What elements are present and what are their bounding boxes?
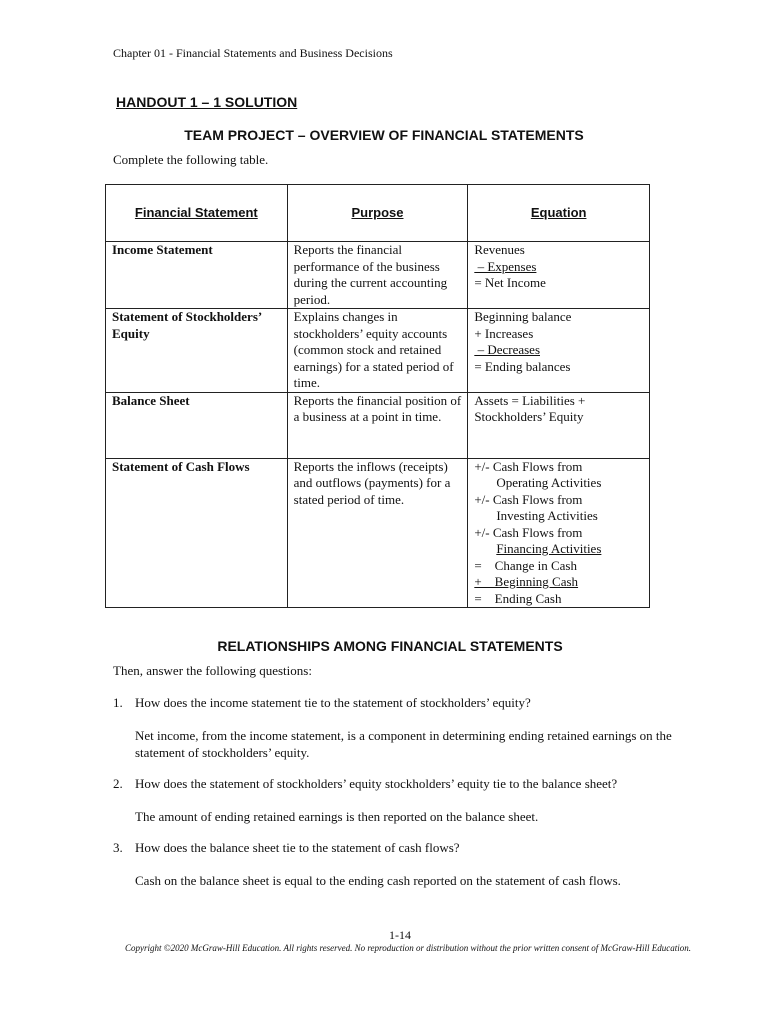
table-header-row [106, 185, 650, 242]
question-number: 3. [113, 840, 123, 855]
equation-line: Financing Activities [496, 541, 602, 556]
question-text: How does the income statement tie to the statement of stockholders’ equity? [135, 695, 531, 710]
statement-cell: Income Statement [106, 242, 288, 309]
header-financial-statement: Financial Statement [106, 185, 288, 242]
equation-line: Beginning balance [474, 309, 572, 324]
header-purpose: Purpose [287, 185, 468, 242]
equation-line: Investing Activities [496, 508, 598, 523]
equation-line: = Ending Cash [474, 590, 562, 606]
purpose-cell: Reports the financial performance of the business during the current accounting period. [287, 242, 468, 309]
question-number: 2. [113, 776, 123, 791]
equation-line: +/- Cash Flows from [474, 458, 583, 474]
question-number: 1. [113, 695, 123, 710]
equation-line: – Decreases [474, 342, 540, 357]
equation-cell [468, 309, 650, 393]
equation-line: + Increases [474, 325, 534, 341]
equation-line: = Net Income [474, 275, 546, 290]
instruction-text: Complete the following table. [113, 152, 269, 167]
equation-line: +/- Cash Flows from [474, 524, 583, 540]
statement-cell: Statement of Stockholders’ Equity [106, 309, 288, 393]
equation-line: – Expenses [474, 258, 537, 274]
equation-line: = Ending balances [474, 358, 571, 374]
equation-cell [468, 242, 650, 309]
answer-1: Net income, from the income statement, is a component in determining ending retained earnings on the statement of stockholders’ equity. [135, 728, 672, 760]
question-2 [113, 776, 617, 792]
equation-line: = Change in Cash [474, 557, 577, 573]
question-text: How does the balance sheet tie to the statement of cash flows? [135, 840, 460, 855]
equation-line: Stockholders’ Equity [474, 409, 584, 424]
table-row [106, 458, 650, 608]
table-row [106, 309, 650, 393]
relationships-title: RELATIONSHIPS AMONG FINANCIAL STATEMENTS [217, 638, 563, 654]
equation-line: Assets = Liabilities + [474, 392, 586, 408]
question-text: How does the statement of stockholders’ equity stockholders’ equity tie to the balance sheet? [135, 776, 618, 791]
purpose-cell: Explains changes in stockholders’ equity accounts (common stock and retained earnings) for a stated period of time. [287, 309, 468, 393]
equation-cell [468, 458, 650, 608]
financial-statements-table [105, 184, 650, 608]
page-header: Chapter 01 - Financial Statements and Business Decisions [113, 46, 393, 60]
equation-line: Revenues [474, 242, 525, 257]
page-number: 1-14 [389, 928, 411, 942]
equation-line: Operating Activities [496, 475, 602, 490]
handout-title: HANDOUT 1 – 1 SOLUTION [116, 94, 298, 110]
project-title: TEAM PROJECT – OVERVIEW OF FINANCIAL STATEMENTS [184, 127, 584, 143]
header-equation: Equation [468, 185, 650, 242]
question-3 [113, 840, 460, 856]
equation-cell [468, 392, 650, 458]
equation-line: +/- Cash Flows from [474, 491, 583, 507]
equation-line: + Beginning Cash [474, 574, 579, 589]
question-1 [113, 695, 531, 711]
then-text: Then, answer the following questions: [113, 663, 312, 678]
answer-2: The amount of ending retained earnings is then reported on the balance sheet. [135, 809, 539, 824]
copyright-notice: Copyright ©2020 McGraw-Hill Education. All rights reserved. No reproduction or distribution without the prior written consent of McGraw-Hill Education. [125, 943, 691, 953]
table-row [106, 242, 650, 309]
purpose-cell: Reports the financial position of a business at a point in time. [287, 392, 468, 458]
table-row [106, 392, 650, 458]
answer-3: Cash on the balance sheet is equal to the ending cash reported on the statement of cash flows. [135, 873, 621, 888]
statement-cell: Statement of Cash Flows [106, 458, 288, 608]
purpose-cell: Reports the inflows (receipts) and outflows (payments) for a stated period of time. [287, 458, 468, 608]
statement-cell: Balance Sheet [106, 392, 288, 458]
